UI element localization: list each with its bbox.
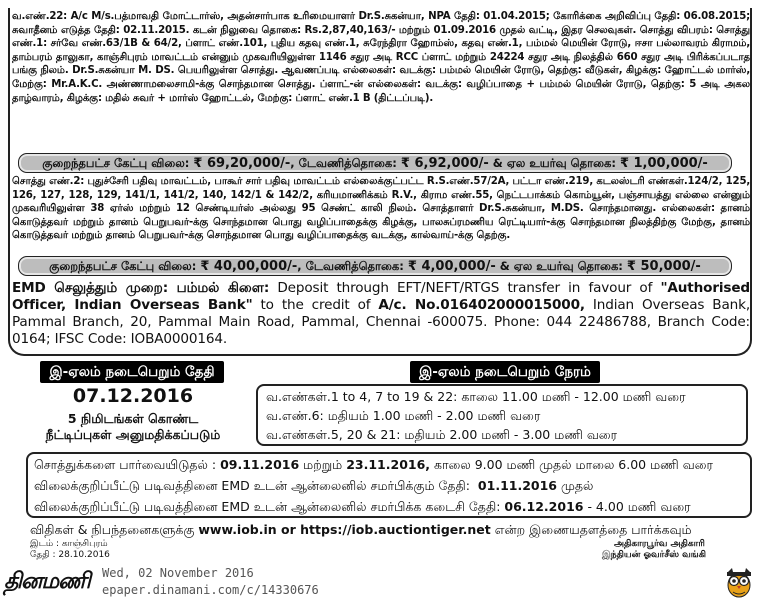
terms-prefix: விதிகள் & நிபந்தனைகளுக்கு [30, 522, 195, 537]
price-bar-1 [18, 153, 732, 173]
auction-time-header: இ-ஏலம் நடைபெறும் நேரம் [410, 361, 600, 383]
dinamani-logo [4, 566, 90, 596]
inspection-date-1: 09.11.2016 [220, 457, 300, 472]
emd-text-2: to the credit of [260, 297, 371, 313]
time-row: வ.எண்கள்.5, 20 & 21: மதியம் 2.00 மணி - 3.00 மணி வரை [266, 427, 618, 442]
inspection-and: மற்றும் [303, 457, 343, 472]
epaper-url[interactable]: epaper.dinamani.com/c/14330676 [102, 583, 319, 597]
property-1-details: வ.எண்.22: A/c M/s.பத்மாவதி மோட்டார்ஸ், அதன்சார்பாக உரிமையாளர் Dr.S.சுகன்யா, NPA தேதி: 01.04.2015; கோரிக்கை அறிவிப்பு தேதி: 06.08.2015; சுவாதீனம் எடுத்த தேதி: 02.11.2015. கடன் நிலுவை தொகை: Rs.2,87,40,163/- மற்றும் 01.09.2016 முதல் வட்டி, இதர செலவுகள். சொத்து விபரம்: சொத்து எண்.1: சர்வே எண்.63/1B & 64/2, ப்ளாட் எண்.101, புதிய கதவு எண்.1, சுரேந்திரா ஹோம்ஸ், கதவு எண்.1, பம்மல் மெயின் ரோடு, ஈசா பல்லாவரம் கிராமம், தாம்பரம் தாலுகா, காஞ்சிபுரம் மாவட்டம் என்னும் முகவரியிலுள்ள 1146 சதுர அடி RCC ப்ளாட் மற்றும் 24224 சதுர அடி நிலத்தில் 660 சதுர அடி பிரிக்கப்படாத பங்கு நிலம். Dr.S.சுகன்யா M. DS. பெயரிலுள்ள சொத்து. ஆவணப்படி எல்லைகள்: வடக்கு: பம்மல் மெயின் ரோடு, தெற்கு: வீடுகள், கிழக்கு: ஹோட்டல் மார்ஸ், மேற்கு: Mr.A.K.C. அண்ணாமலைசாமி-க்கு சொந்தமான சொத்து. ப்ளாட்-ன் எல்லைகள்: வடக்கு: வழிப்பாதை + பம்மல் மெயின் ரோடு, தெற்கு: 5 அடி அகல தாழ்வாரம், கிழக்கு: மதில் சுவர் + மார்ஸ் ஹோட்டல், மேற்கு: ப்ளாட் எண்.1 B (திட்டப்படி). [12, 11, 750, 104]
extension-note-2: நீட்டிப்புகள் அனுமதிக்கப்படும் [45, 427, 221, 442]
owl-mascot-icon [724, 564, 754, 598]
emd-start-suffix: முதல் [560, 478, 594, 493]
emd-label: , டேவணித்தொகை: [297, 259, 404, 273]
publish-date: Wed, 02 November 2016 [102, 566, 254, 580]
emd-label: , டேவணித்தொகை: [290, 156, 397, 170]
auction-date: 07.12.2016 [72, 385, 194, 407]
emd-value: ₹ 4,00,000/- [407, 259, 496, 274]
time-row: வ.எண்.6: மதியம் 1.00 மணி - 2.00 மணி வரை [266, 408, 541, 423]
emd-start-date: 01.11.2016 [477, 478, 557, 493]
reserve-price-label: குறைந்தபட்ச கேட்பு விலை: [42, 156, 190, 170]
reserve-price-label: குறைந்தபட்ச கேட்பு விலை: [49, 259, 197, 273]
emd-last-time: - 4.00 மணி வரை [587, 499, 691, 514]
terms-suffix: என்ற இணையதளத்தை பார்க்கவும் [494, 522, 692, 537]
emd-last-date: 06.12.2016 [504, 499, 584, 514]
price-bar-2 [18, 256, 732, 276]
reserve-price-value: ₹ 40,00,000/- [200, 259, 298, 274]
emd-value: ₹ 6,92,000/- [400, 156, 489, 171]
notice-date: தேதி : 28.10.2016 [30, 550, 110, 560]
emd-payment-details [12, 280, 750, 348]
bid-increment-label: & ஏல உயர்வு தொகை: [492, 156, 616, 170]
auction-websites-link[interactable]: www.iob.in or https://iob.auctiontiger.net [198, 522, 491, 537]
emd-payee: "Authorised Officer, Indian Overseas Bank" [12, 280, 750, 313]
terms-website-line [30, 522, 692, 539]
bid-increment-value: ₹ 50,000/- [626, 259, 701, 274]
bid-increment-value: ₹ 1,00,000/- [619, 156, 708, 171]
reserve-price-value: ₹ 69,20,000/- [193, 156, 291, 171]
bid-increment-label: & ஏல உயர்வு தொகை: [499, 259, 623, 273]
emd-last-row [34, 496, 691, 517]
bank-name: இந்தியன் ஓவர்சீஸ் வங்கி [602, 550, 707, 560]
emd-start-row [34, 475, 593, 496]
auction-date-header: இ-ஏலம் நடைபெறும் தேதி [40, 361, 224, 383]
emd-text-1: Deposit through EFT/NEFT/RTGS transfer in favour of [277, 280, 653, 296]
auction-notice [8, 8, 752, 560]
extension-note-1: 5 நிமிடங்கள் கொண்ட [67, 411, 199, 426]
inspection-row [34, 454, 713, 475]
emd-start-label: விலைக்குறிப்பீட்டு படிவத்தினை EMD உடன் ஆன்லைனில் சமர்பிக்கும் தேதி: [34, 478, 470, 493]
inspection-date-2: 23.11.2016, [346, 457, 431, 472]
emd-text-3: Indian Overseas Bank, Pammal Branch, 20, Pammal Main Road, Pammal, Chennai -600075. Phone: 044 22486788, Branch Code: 0164; IFSC Code: IOBA0000164. [12, 297, 751, 347]
inspection-info-box [26, 452, 752, 518]
time-row: வ.எண்கள்.1 to 4, 7 to 19 & 22: காலை 11.00 மணி - 12.00 மணி வரை [266, 389, 686, 404]
emd-account-number: A/c. No.016402000015000, [378, 297, 585, 313]
dinamani-logo-text: தினமணி [4, 568, 90, 594]
property-2-details: சொத்து எண்.2: புதுச்சேரி பதிவு மாவட்டம், பாகூர் சார் பதிவு மாவட்டம் எல்லைக்குட்பட்ட R.S.எண்.57/2A, பட்டா எண்.219, கடலஸ்டரி எண்கள்.124/2, 125, 126, 127, 128, 129, 141/1, 141/2, 140, 142/1 & 142/2, கரியமாணிக்கம் R.V., கிராம எண்.55, நெட்டபாக்கம் கொம்யூன், பஞ்சாயத்து எல்லை என்னும் முகவரியிலுள்ள 38 ஏர்ஸ் மற்றும் 12 செண்டியர்ஸ் அல்லது 95 செண்ட் காலி நிலம். சொத்தாளர் Dr.S.சுகன்யா, M.DS. சொந்தமானது. எல்லைகள்: தானம் கொடுத்தவர் மற்றும் தானம் பெறுபவர்-க்கு சொந்தமான பொது வழிப்பாதைக்கு கிழக்கு, பாலசுப்ரமணிய ரெட்டியார்-க்கு சொந்தமான நிலத்திற்கு மேற்கு, தானம் கொடுத்தவர் மற்றும் தானம் பெறுபவர்-க்கு சொந்தமான பொது வழிப்பாதைக்கு வடக்கு, கால்வாய்-க்கு தெற்கு. [12, 176, 750, 242]
inspection-label: சொத்துக்களை பார்வையிடுதல் : [34, 457, 217, 472]
notice-place: இடம் : காஞ்சிபுரம் [30, 539, 108, 549]
auction-time-box [256, 384, 748, 446]
emd-last-label: விலைக்குறிப்பீட்டு படிவத்தினை EMD உடன் ஆன்லைனில் சமர்பிக்க கடைசி தேதி: [34, 499, 501, 514]
emd-heading: EMD செலுத்தும் முறை: பம்மல் கிளை: [12, 280, 270, 296]
authorised-officer: அதிகாரபூர்வ அதிகாரி [614, 539, 705, 549]
inspection-time: காலை 9.00 மணி முதல் மாலை 6.00 மணி வரை [434, 457, 713, 472]
